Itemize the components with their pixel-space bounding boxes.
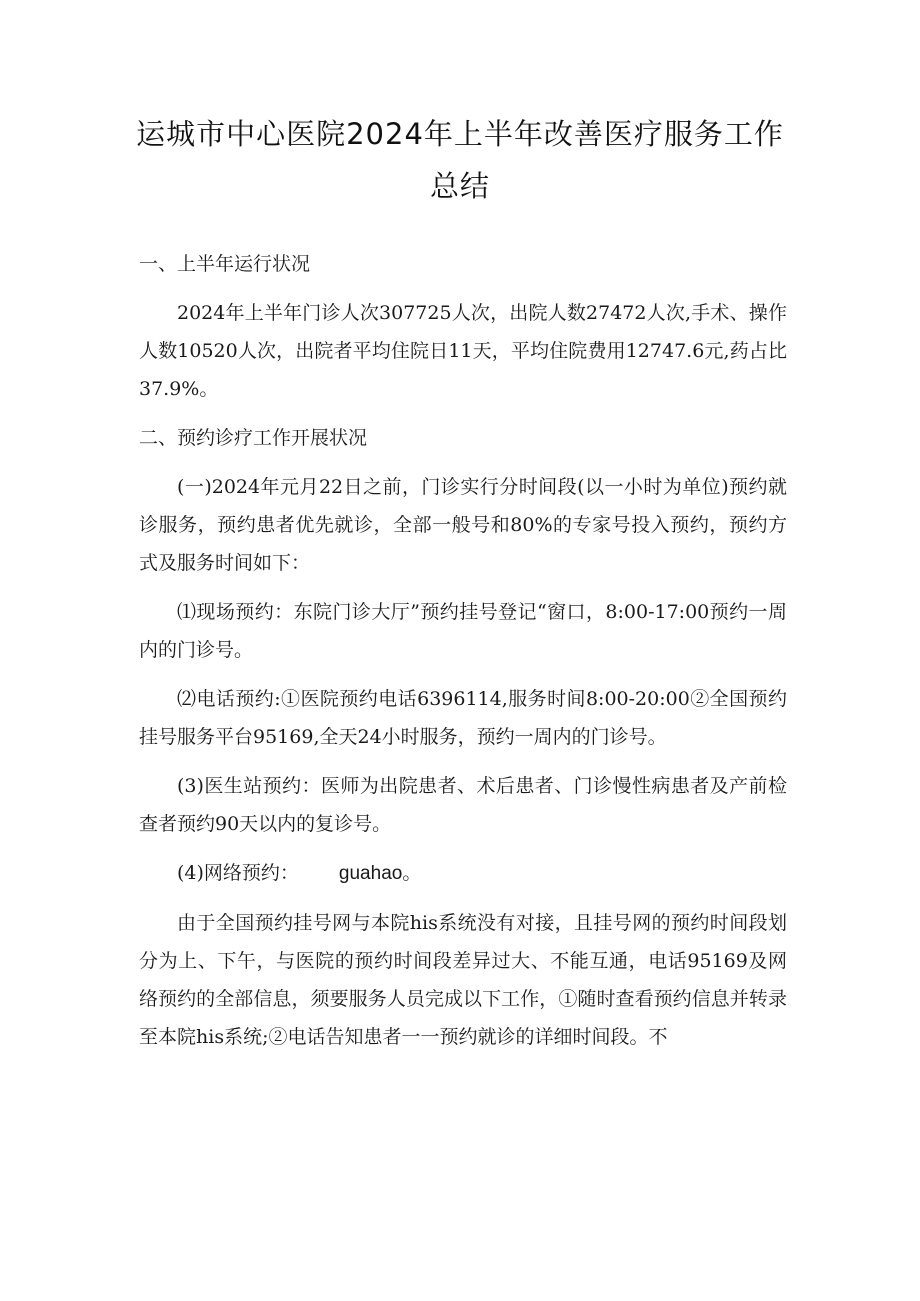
document-body — [139, 245, 787, 1067]
list-item-onsite: ⑴现场预约：东院门诊大厅”预约挂号登记“窗口，8:00-17:00预约一周内的门诊号。 — [139, 601, 787, 661]
paragraph-integration-issue: 由于全国预约挂号网与本院his系统没有对接，且挂号网的预约时间段划分为上、下午，与医院的预约时间段差异过大、不能互通，电话95169及网络预约的全部信息，须要服务人员完成以下工作，①随时查看预约信息并转录至本院his系统;②电话告知患者一一预约就诊的详细时间段。不 — [139, 912, 787, 1048]
list-item-phone: ⑵电话预约:①医院预约电话6396114,服务时间8:00-20:00②全国预约挂号服务平台95169,全天24小时服务，预约一周内的门诊号。 — [139, 688, 787, 748]
online-value: guahao。 — [338, 863, 422, 884]
section-heading-1: 一、上半年运行状况 — [139, 253, 311, 275]
list-item-doctor-station: (3)医生站预约：医师为出院患者、术后患者、门诊慢性病患者及产前检查者预约90天以内的复诊号。 — [139, 775, 787, 835]
list-item-online — [139, 854, 787, 893]
section-heading-2: 二、预约诊疗工作开展状况 — [139, 427, 368, 449]
paragraph-appointment-intro: (一)2024年元月22日之前，门诊实行分时间段(以一小时为单位)预约就诊服务，预约患者优先就诊，全部一般号和80%的专家号投入预约，预约方式及服务时间如下： — [139, 476, 787, 574]
paragraph-operations: 2024年上半年门诊人次307725人次，出院人数27472人次,手术、操作人数10520人次，出院者平均住院日11天，平均住院费用12747.6元,药占比37.9%。 — [139, 302, 787, 400]
online-label: (4)网络预约： — [177, 862, 299, 884]
document-title: 运城市中心医院2024年上半年改善医疗服务工作总结 — [136, 117, 784, 203]
